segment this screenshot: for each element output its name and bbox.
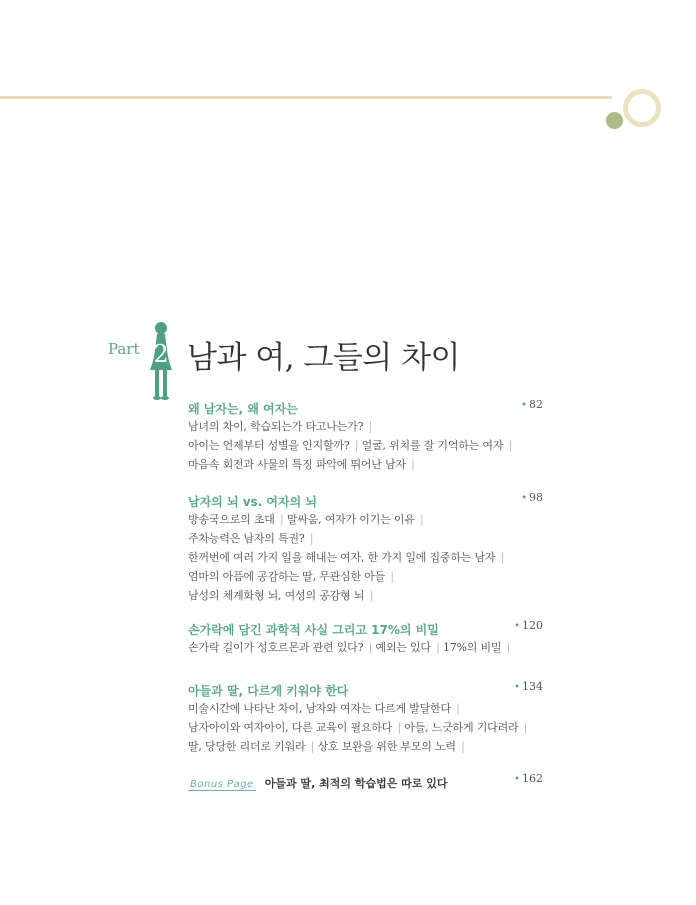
section-title: 남자의 뇌 vs. 여자의 뇌 (188, 495, 317, 509)
part-label: Part (108, 340, 140, 358)
subtopic: 손가락 길이가 성호르몬과 관련 있다? (188, 641, 364, 654)
toc-section (188, 619, 543, 657)
toc-subtopic-line (188, 638, 543, 657)
separator: | (394, 721, 405, 734)
decorative-ring-icon (623, 89, 661, 127)
toc-section (188, 680, 543, 756)
toc-subtopic-line (188, 455, 543, 474)
section-page-number: • 98 (521, 491, 543, 504)
section-page-number: • 120 (514, 619, 543, 632)
separator: | (457, 740, 465, 753)
top-decorative-rule (0, 96, 612, 99)
decorative-dot-icon (606, 112, 623, 129)
separator: | (407, 458, 415, 471)
part-number: 2 (153, 340, 169, 368)
separator: | (306, 532, 314, 545)
subtopic: 말싸움, 여자가 이기는 이유 (286, 513, 415, 526)
separator: | (365, 420, 373, 433)
toc-subtopic-line (188, 586, 543, 605)
separator: | (503, 641, 511, 654)
subtopic: 한꺼번에 여러 가지 일을 해내는 여자, 한 가지 일에 집중하는 남자 (188, 551, 496, 564)
separator: | (497, 551, 505, 564)
subtopic: 남자아이와 여자아이, 다른 교육이 필요하다 (188, 721, 393, 734)
subtopic: 남성의 체계화형 뇌, 여성의 공감형 뇌 (188, 589, 365, 602)
child-silhouette-icon (148, 320, 174, 404)
toc-subtopic-line (188, 567, 543, 586)
separator: | (452, 702, 460, 715)
subtopic: 주차능력은 남자의 특권? (188, 532, 305, 545)
toc-subtopic-line (188, 699, 543, 718)
bonus-title: 아들과 딸, 최적의 학습법은 따로 있다 (264, 777, 448, 790)
toc-section-heading[interactable] (188, 680, 543, 698)
subtopic: 엄마의 아픔에 공감하는 딸, 무관심한 아들 (188, 570, 386, 583)
separator: | (366, 589, 373, 602)
subtopic: 17%의 비밀 (442, 641, 502, 654)
separator: | (432, 641, 443, 654)
part-title: 남과 여, 그들의 차이 (187, 340, 460, 376)
separator: | (307, 740, 318, 753)
section-page-number: • 134 (514, 680, 543, 693)
subtopic: 남녀의 차이, 학습되는가 타고나는가? (188, 420, 364, 433)
toc-subtopic-line (188, 529, 543, 548)
separator: | (387, 570, 394, 583)
toc-section-heading[interactable] (188, 619, 543, 637)
subtopic: 아이는 언제부터 성별을 인지할까? (188, 439, 350, 452)
subtopic: 방송국으로의 초대 (188, 513, 275, 526)
toc-section-heading[interactable] (188, 491, 543, 509)
separator: | (505, 439, 513, 452)
bonus-entry[interactable] (188, 772, 543, 790)
bonus-tag: Bonus Page (190, 779, 254, 790)
subtopic: 딸, 당당한 리더로 키워라 (188, 740, 306, 753)
section-title: 아들과 딸, 다르게 키워야 한다 (188, 684, 349, 698)
toc-subtopic-line (188, 510, 543, 529)
separator: | (276, 513, 287, 526)
section-page-number: • 82 (521, 398, 543, 411)
toc-subtopic-line (188, 548, 543, 567)
separator: | (365, 641, 376, 654)
section-title: 손가락에 담긴 과학적 사실 그리고 17%의 비밀 (188, 623, 439, 637)
toc-subtopic-line (188, 436, 543, 455)
toc-section (188, 398, 543, 474)
separator: | (416, 513, 424, 526)
separator: | (351, 439, 362, 452)
toc-section-heading[interactable] (188, 398, 543, 416)
subtopic: 미술시간에 나타난 차이, 남자와 여자는 다르게 발달한다 (188, 702, 451, 715)
toc-section (188, 491, 543, 605)
toc-subtopic-line (188, 737, 543, 756)
subtopic: 마음속 회전과 사물의 특징 파악에 뛰어난 남자 (188, 458, 406, 471)
toc-subtopic-line (188, 718, 543, 737)
subtopic: 상호 보완을 위한 부모의 노력 (317, 740, 456, 753)
separator: | (520, 721, 528, 734)
toc-subtopic-line (188, 417, 543, 436)
subtopic: 얼굴, 위치를 잘 기억하는 여자 (361, 439, 504, 452)
bonus-page-number: • 162 (514, 772, 543, 785)
subtopic: 아들, 느긋하게 기다려라 (404, 721, 519, 734)
subtopic: 예외는 있다 (375, 641, 431, 654)
section-title: 왜 남자는, 왜 여자는 (188, 402, 298, 416)
